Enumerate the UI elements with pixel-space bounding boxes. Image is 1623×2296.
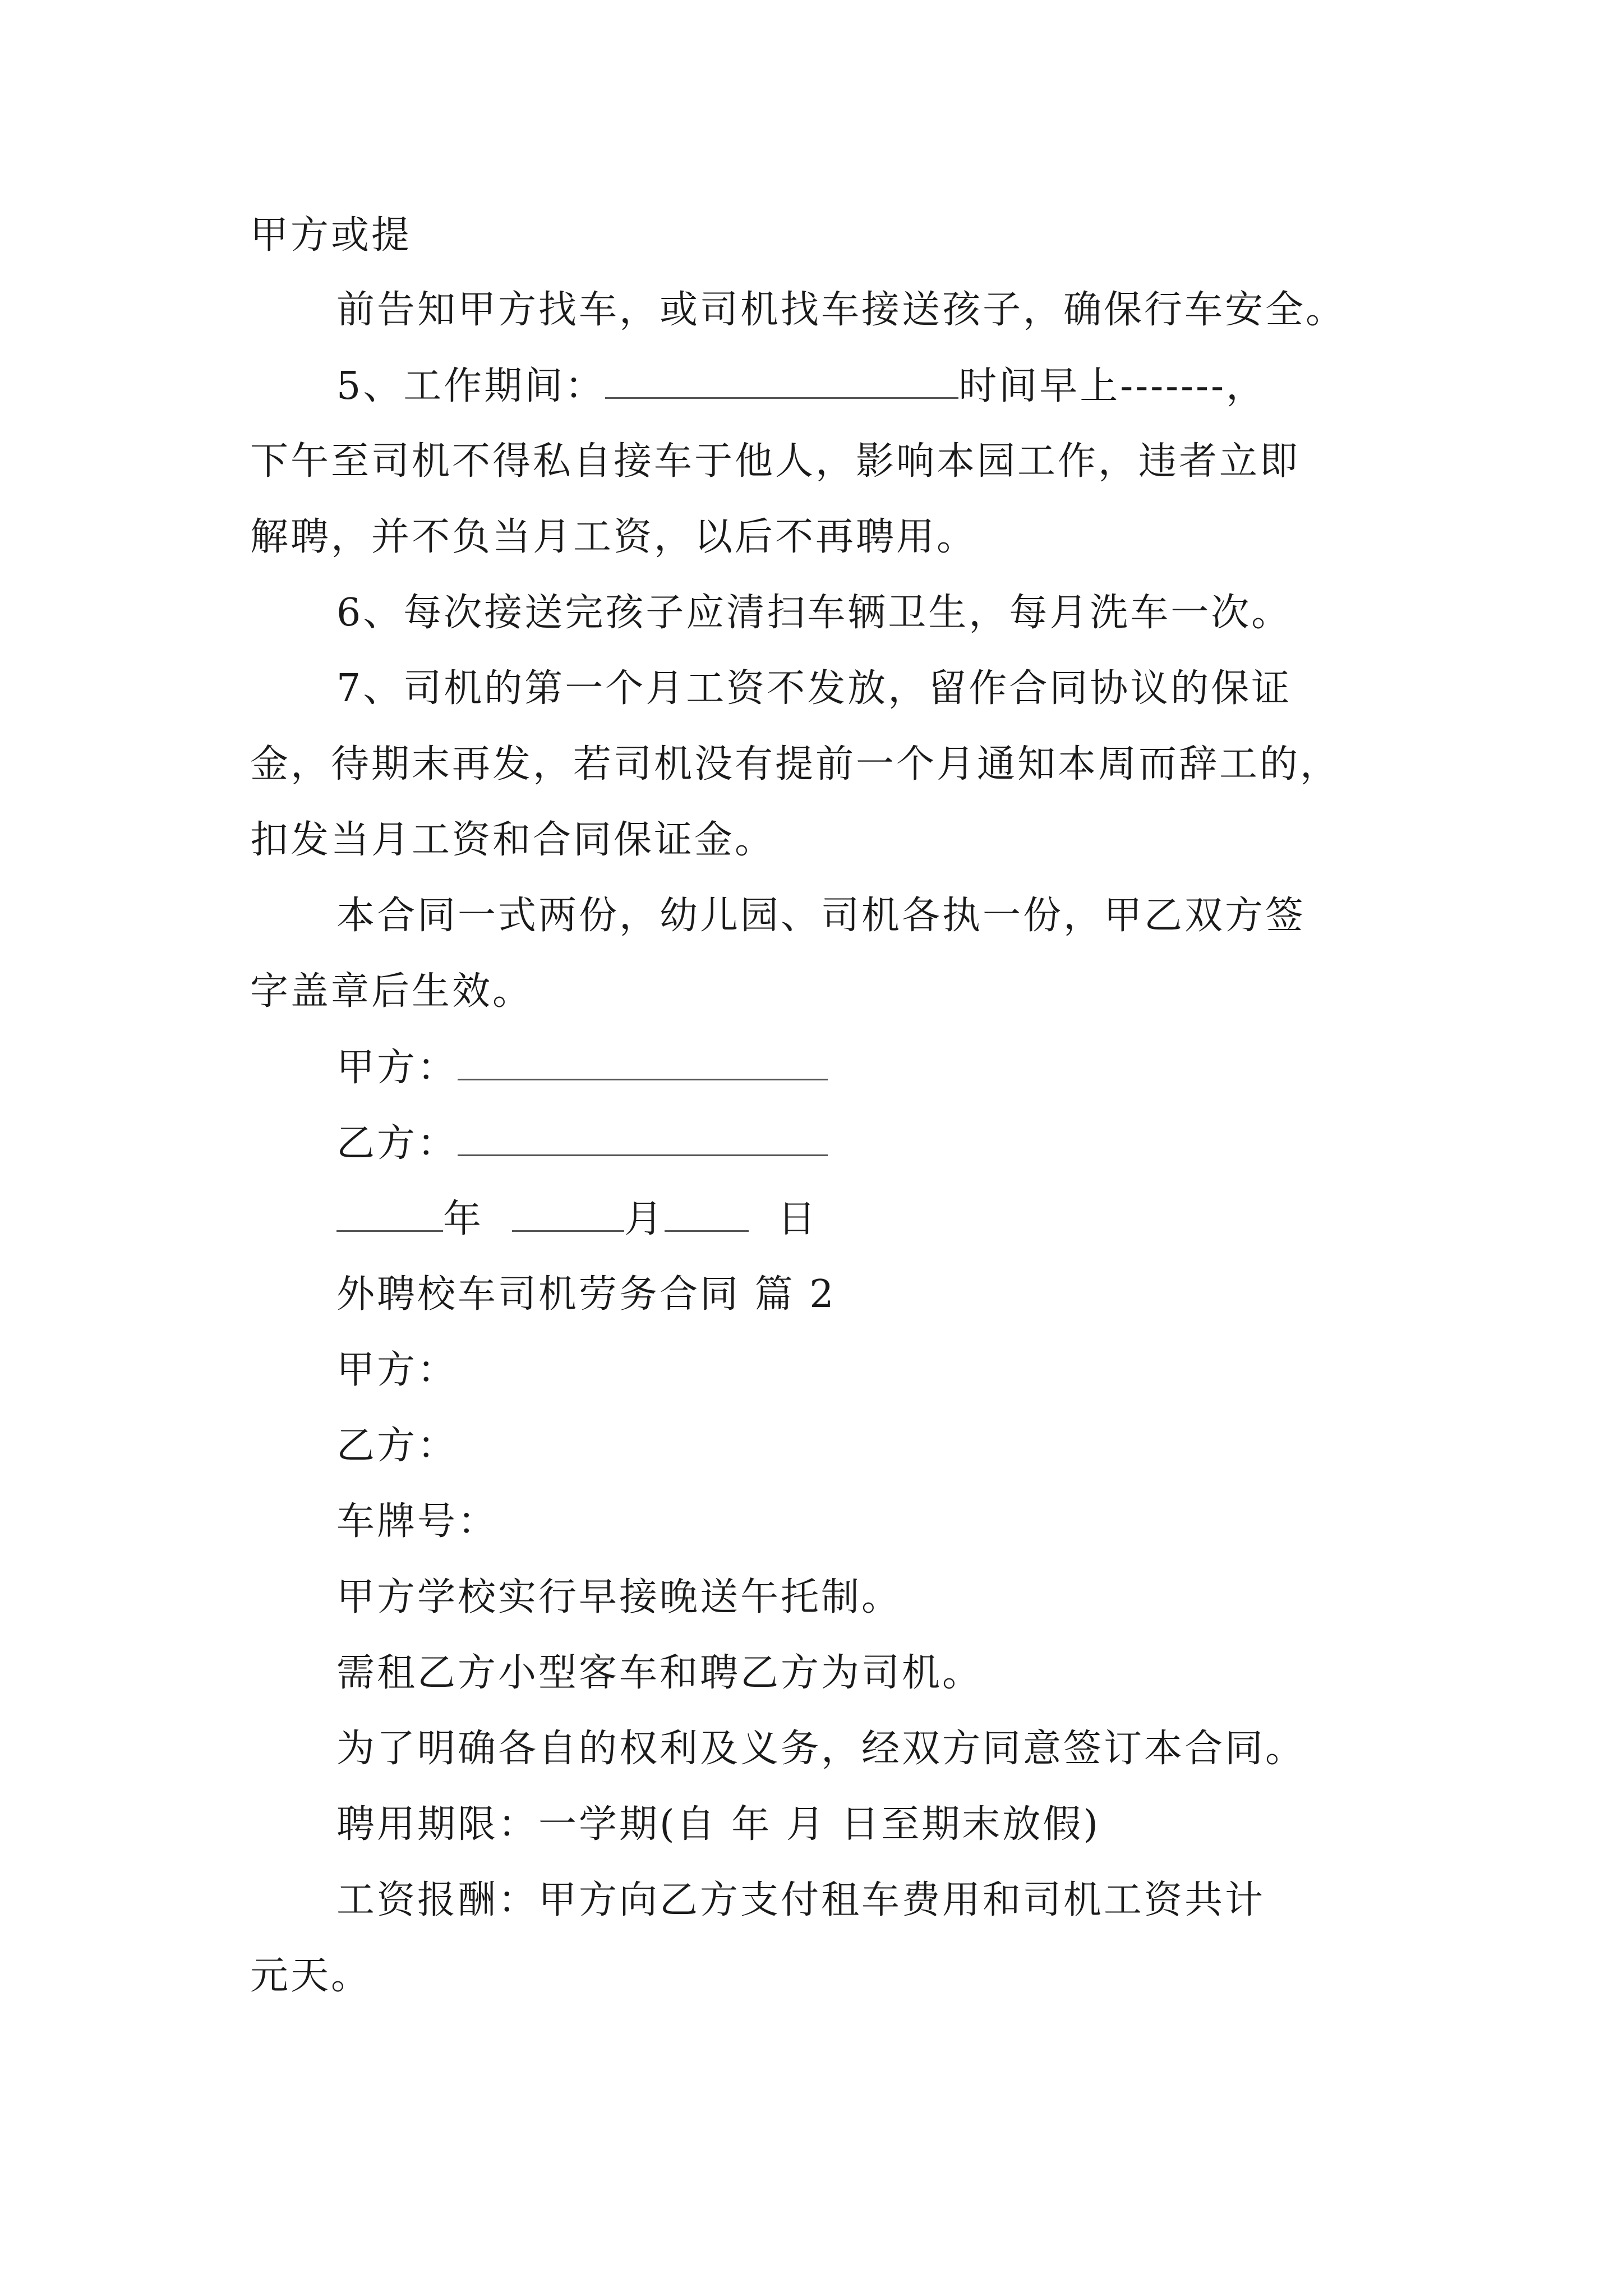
paragraph-line: 为了明确各自的权利及义务，经双方同意签订本合同。 [336,1727,1306,1771]
blank-line [605,364,958,399]
paragraph-line: 金，待期末再发，若司机没有提前一个月通知本周而辞工的， [250,742,1341,786]
paragraph-line: 甲方或提 [250,213,412,257]
date-line [336,1197,818,1242]
signature-label-a: 甲方： [336,1046,458,1090]
item-5-line [336,364,1266,409]
paragraph-line: 甲方学校实行早接晚送午托制。 [336,1575,902,1619]
plate-number-line: 车牌号： [336,1499,499,1544]
paragraph-line: 工资报酬：甲方向乙方支付租车费用和司机工资共计 [336,1878,1266,1922]
blank-line [458,1045,828,1080]
date-day: 日 [777,1197,818,1241]
paragraph-line: 7、司机的第一个月工资不发放，留作合同协议的保证 [336,666,1292,711]
paragraph-line: 本合同一式两份，幼儿园、司机各执一份，甲乙双方签 [336,894,1306,938]
section-heading: 外聘校车司机劳务合同 篇 2 [336,1272,836,1317]
signature-party-a [336,1045,828,1091]
paragraph-line: 元天。 [250,1954,372,1998]
item-5-prefix: 5、工作期间： [336,364,606,408]
paragraph-line: 扣发当月工资和合同保证金。 [250,818,776,862]
paragraph-line: 聘用期限：一学期(自 年 月 日至期末放假) [336,1802,1100,1847]
paragraph-line: 6、每次接送完孩子应清扫车辆卫生，每月洗车一次。 [336,591,1292,635]
paragraph-line: 下午至司机不得私自接车于他人，影响本园工作，违者立即 [250,439,1301,484]
signature-party-b [336,1121,828,1166]
blank-line [512,1197,624,1232]
blank-line [458,1121,828,1156]
date-month: 月 [624,1197,665,1241]
signature-label-b: 乙方： [336,1121,458,1166]
item-5-suffix: 时间早上-------， [958,364,1267,408]
blank-line [665,1197,749,1232]
date-year: 年 [443,1197,484,1241]
paragraph-line: 字盖章后生效。 [250,969,533,1014]
blank-line [336,1197,443,1232]
party-b-line: 乙方： [336,1424,458,1468]
paragraph-line: 解聘，并不负当月工资，以后不再聘用。 [250,515,978,559]
paragraph-line: 需租乙方小型客车和聘乙方为司机。 [336,1651,983,1695]
paragraph-line: 前告知甲方找车，或司机找车接送孩子，确保行车安全。 [336,288,1347,332]
party-a-line: 甲方： [336,1348,458,1392]
